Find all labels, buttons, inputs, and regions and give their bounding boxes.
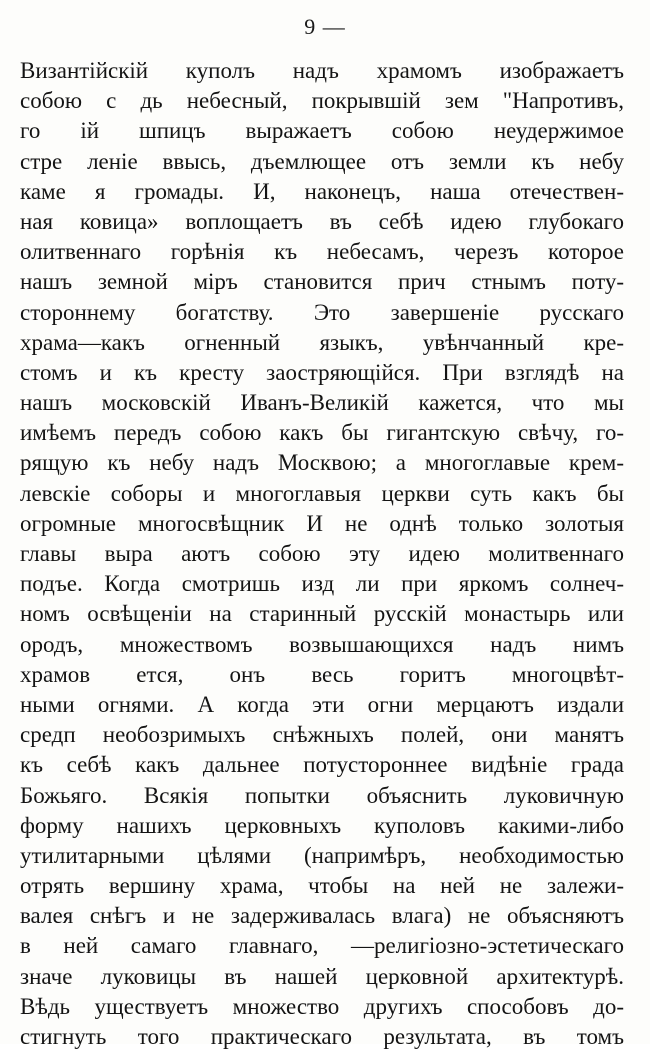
text-line: Божьяго. Всякія попытки объяснить луковичную [20, 782, 624, 808]
text-line: в ней самаго главнаго, —религіозно-эстетическаго [20, 933, 624, 959]
text-line: главы выра аютъ собою эту идею молитвеннаго [20, 541, 624, 566]
text-line: олитвеннаго горѣнія къ небесамъ, черезъ которое [20, 239, 624, 265]
text-line: храма—какъ огненный языкъ, увѣнчанный кре- [20, 329, 624, 355]
text-line: стигнуть того практическаго результата, въ томъ [20, 1024, 624, 1049]
text-line: огромные многосвѣщник И не однѣ только золотыя [20, 510, 624, 536]
text-line: отрять вершину храма, чтобы на ней не залежи- [20, 873, 624, 899]
text-line: каме я громады. И, наконецъ, наша отечествен- [20, 178, 624, 204]
body-text [20, 56, 624, 1052]
text-line: Вѣдь уществуетъ множество другихъ способовъ до- [20, 993, 624, 1019]
text-line: ородъ, множествомъ возвышающихся надъ нимъ [20, 631, 624, 657]
text-line: нашъ земной міръ становится прич стнымъ поту- [20, 269, 624, 295]
text-line: собою с дь небесный, покрывшій зем "Напротивъ, [20, 88, 624, 114]
text-line: стомъ и къ кресту заостряющійся. При взглядѣ на [20, 359, 624, 385]
text-line: нашъ московскій Иванъ-Великій кажется, что мы [20, 390, 624, 416]
text-line: храмов ется, онъ весь горитъ многоцвѣт- [20, 661, 624, 687]
text-line: номъ освѣщеніи на старинный русскій монастырь или [20, 601, 624, 627]
text-line: значе луковицы въ нашей церковной архитектурѣ. [20, 963, 624, 989]
text-line: левскіе соборы и многоглавыя церкви суть какъ бы [20, 480, 624, 506]
text-line: валея снѣгъ и не задерживалась влага) не объясняютъ [20, 903, 624, 929]
text-line: Византійскій куполъ надъ храмомъ изображаетъ [20, 58, 624, 83]
text-line: утилитарными цѣлями (напримѣръ, необходимостью [20, 842, 624, 868]
text-line: рящую къ небу надъ Москвою; а многоглавые крем- [20, 450, 624, 476]
text-line: форму нашихъ церковныхъ куполовъ какими-либо [20, 812, 624, 838]
text-line: го ій шпицъ выражаетъ собою неудержимое [20, 118, 624, 144]
text-line: ная ковица» воплощаетъ въ себѣ идею глубокаго [20, 208, 624, 234]
text-line: имѣемъ передъ собою какъ бы гигантскую свѣчу, го- [20, 420, 624, 446]
text-line: подъе. Когда смотришь изд ли при яркомъ солнеч- [20, 571, 624, 597]
text-line: къ себѣ какъ дальнее потустороннее видѣніе града [20, 752, 624, 778]
text-line: ными огнями. А когда эти огни мерцаютъ издали [20, 691, 624, 717]
text-line: средп необозримыхъ снѣжныхъ полей, они манятъ [20, 722, 624, 748]
text-line: стороннему богатству. Это завершеніе русскаго [20, 299, 624, 325]
page-number: 9 — [304, 14, 346, 39]
text-line: стре леніе ввысь, дъемлющее отъ земли къ небу [20, 148, 624, 174]
